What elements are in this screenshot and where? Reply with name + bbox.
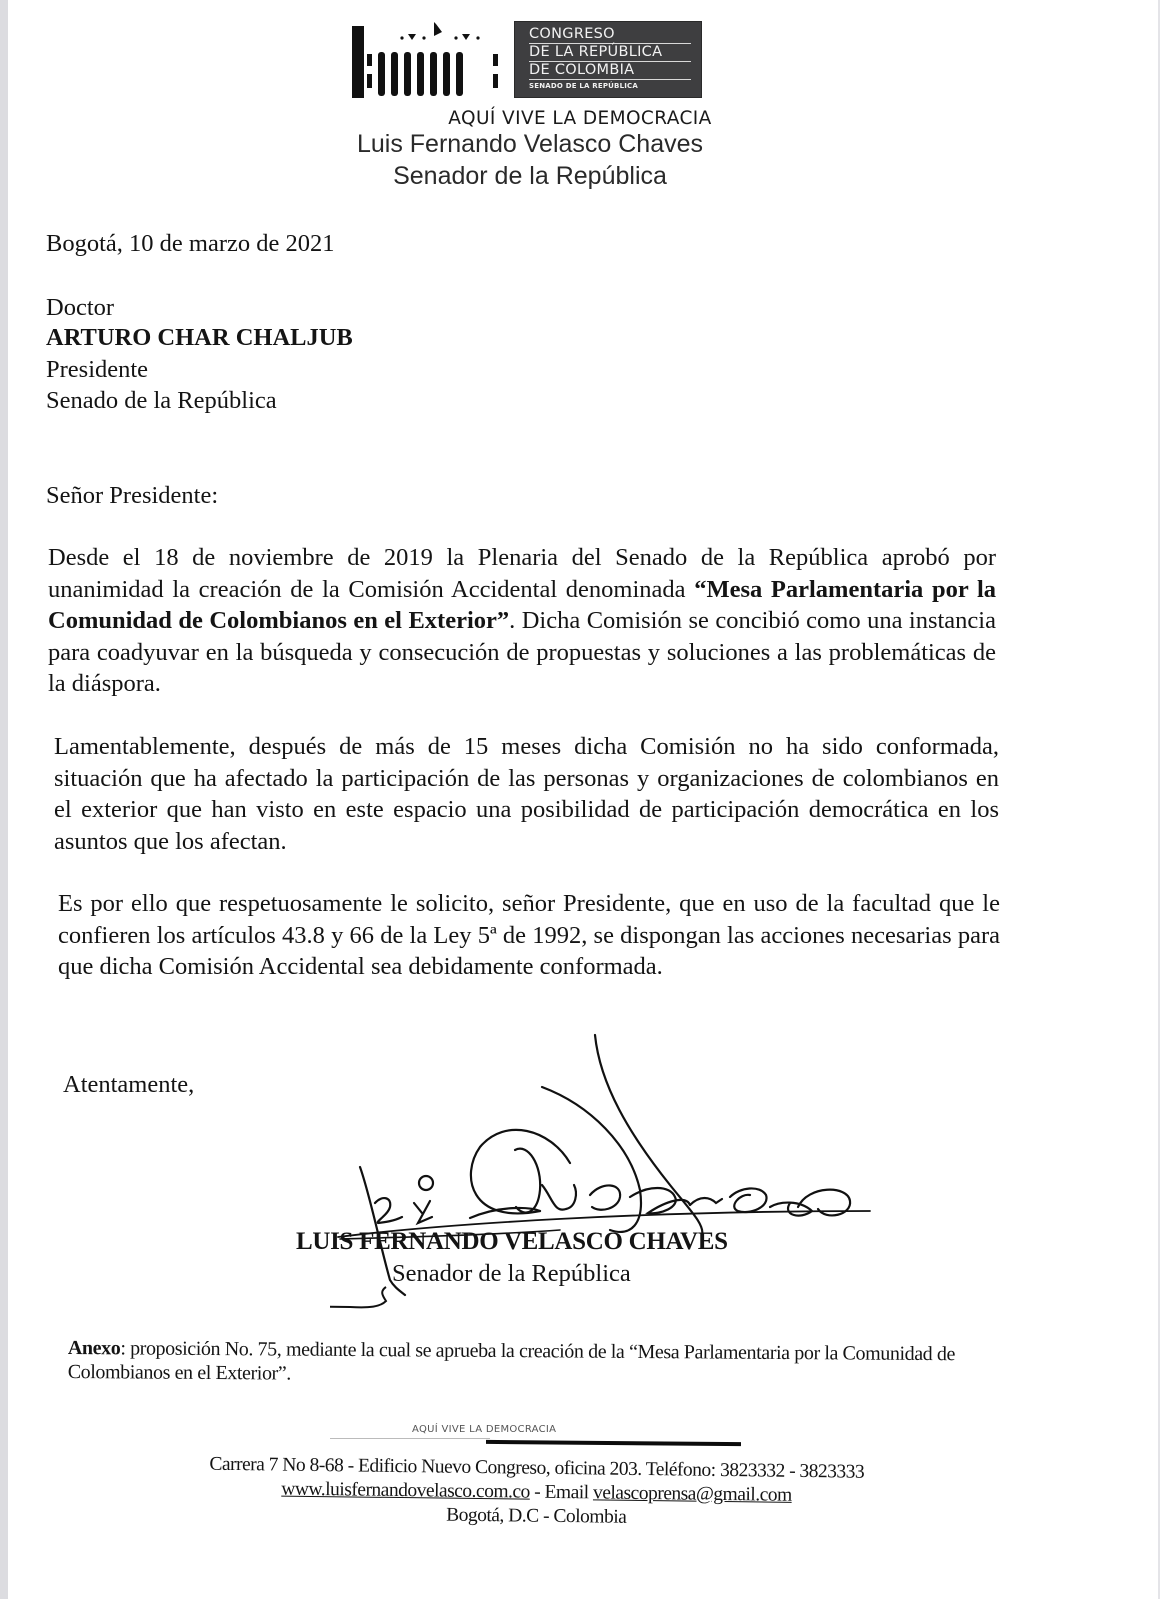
letterhead-senator-name: Luis Fernando Velasco Chaves xyxy=(356,130,704,158)
footer-motto: AQUÍ VIVE LA DEMOCRACIA xyxy=(412,1424,557,1435)
congress-logo-box xyxy=(514,21,702,98)
footer-city: Bogotá, D.C - Colombia xyxy=(446,1504,627,1528)
footer-rule-faint xyxy=(330,1438,490,1439)
salutation: Señor Presidente: xyxy=(46,482,219,509)
annex-text: : proposición No. 75, mediante la cual se aprueba la creación de la “Mesa Parlamentaria por la Comunidad de Colombianos en el Exterior”. xyxy=(67,1337,956,1385)
addressee-title: Doctor xyxy=(46,294,115,321)
letterhead-senator-role: Senador de la República xyxy=(393,162,667,190)
website-link[interactable]: www.luisfernandovelasco.com.co xyxy=(281,1478,530,1503)
page-left-edge xyxy=(0,0,8,1599)
letterhead-motto: AQUÍ VIVE LA DEMOCRACIA xyxy=(448,108,712,129)
footer-web-email-line: www.luisfernandovelasco.com.co - Email velascoprensa@gmail.com xyxy=(281,1478,792,1506)
body-paragraph-2: Lamentablemente, después de más de 15 meses dicha Comisión no ha sido conformada, situación que ha afectado la participación de las personas y organizaciones de colombianos en el exterior que han visto en este espacio una posibilidad de participación democrática en los asuntos que los afectan. xyxy=(54,733,999,855)
addressee-name: ARTURO CHAR CHALJUB xyxy=(46,324,353,351)
footer-contact xyxy=(151,1452,922,1533)
logo-line-1: CONGRESO xyxy=(529,26,691,44)
annex-note xyxy=(68,1336,998,1390)
email-link[interactable]: velascoprensa@gmail.com xyxy=(592,1482,792,1506)
logo-subline: SENADO DE LA REPÚBLICA xyxy=(529,82,638,90)
capitol-columns-icon xyxy=(352,16,512,98)
signatory-name: LUIS FERNANDO VELASCO CHAVES xyxy=(296,1228,728,1255)
footer-address: Carrera 7 No 8-68 - Edificio Nuevo Congreso, oficina 203. Teléfono: 3823332 - 3823333 xyxy=(209,1453,865,1483)
body-paragraph-1: Desde el 18 de noviembre de 2019 la Plenaria del Senado de la República aprobó por unanimidad la creación de la Comisión Accidental denominada “Mesa Parlamentaria por la Comunidad de Colombianos en el Exterior”. Dicha Comisión se concibió como una instancia para coadyuvar en la búsqueda y consecución de propuestas y soluciones a las problemáticas de la diáspora. xyxy=(48,544,996,697)
handwritten-signature-icon xyxy=(330,1025,890,1355)
congress-logo xyxy=(352,16,702,98)
date-line: Bogotá, 10 de marzo de 2021 xyxy=(46,230,335,257)
logo-line-2: DE LA REPÚBLICA xyxy=(529,44,691,62)
closing: Atentamente, xyxy=(63,1071,195,1098)
signatory-role: Senador de la República xyxy=(392,1260,631,1287)
logo-line-3: DE COLOMBIA xyxy=(529,62,691,80)
addressee-institution: Senado de la República xyxy=(46,387,277,414)
annex-label: Anexo xyxy=(67,1337,121,1360)
commission-name: “Mesa Parlamentaria por la Comunidad de Colombianos en el Exterior” xyxy=(48,575,996,634)
body-paragraph-3: Es por ello que respetuosamente le solicito, señor Presidente, que en uso de la facultad que le confieren los artículos 43.8 y 66 de la Ley 5ª de 1992, se dispongan las acciones necesarias para que dicha Comisión Accidental sea debidamente conformada. xyxy=(58,890,1000,980)
addressee-position: Presidente xyxy=(46,356,149,383)
